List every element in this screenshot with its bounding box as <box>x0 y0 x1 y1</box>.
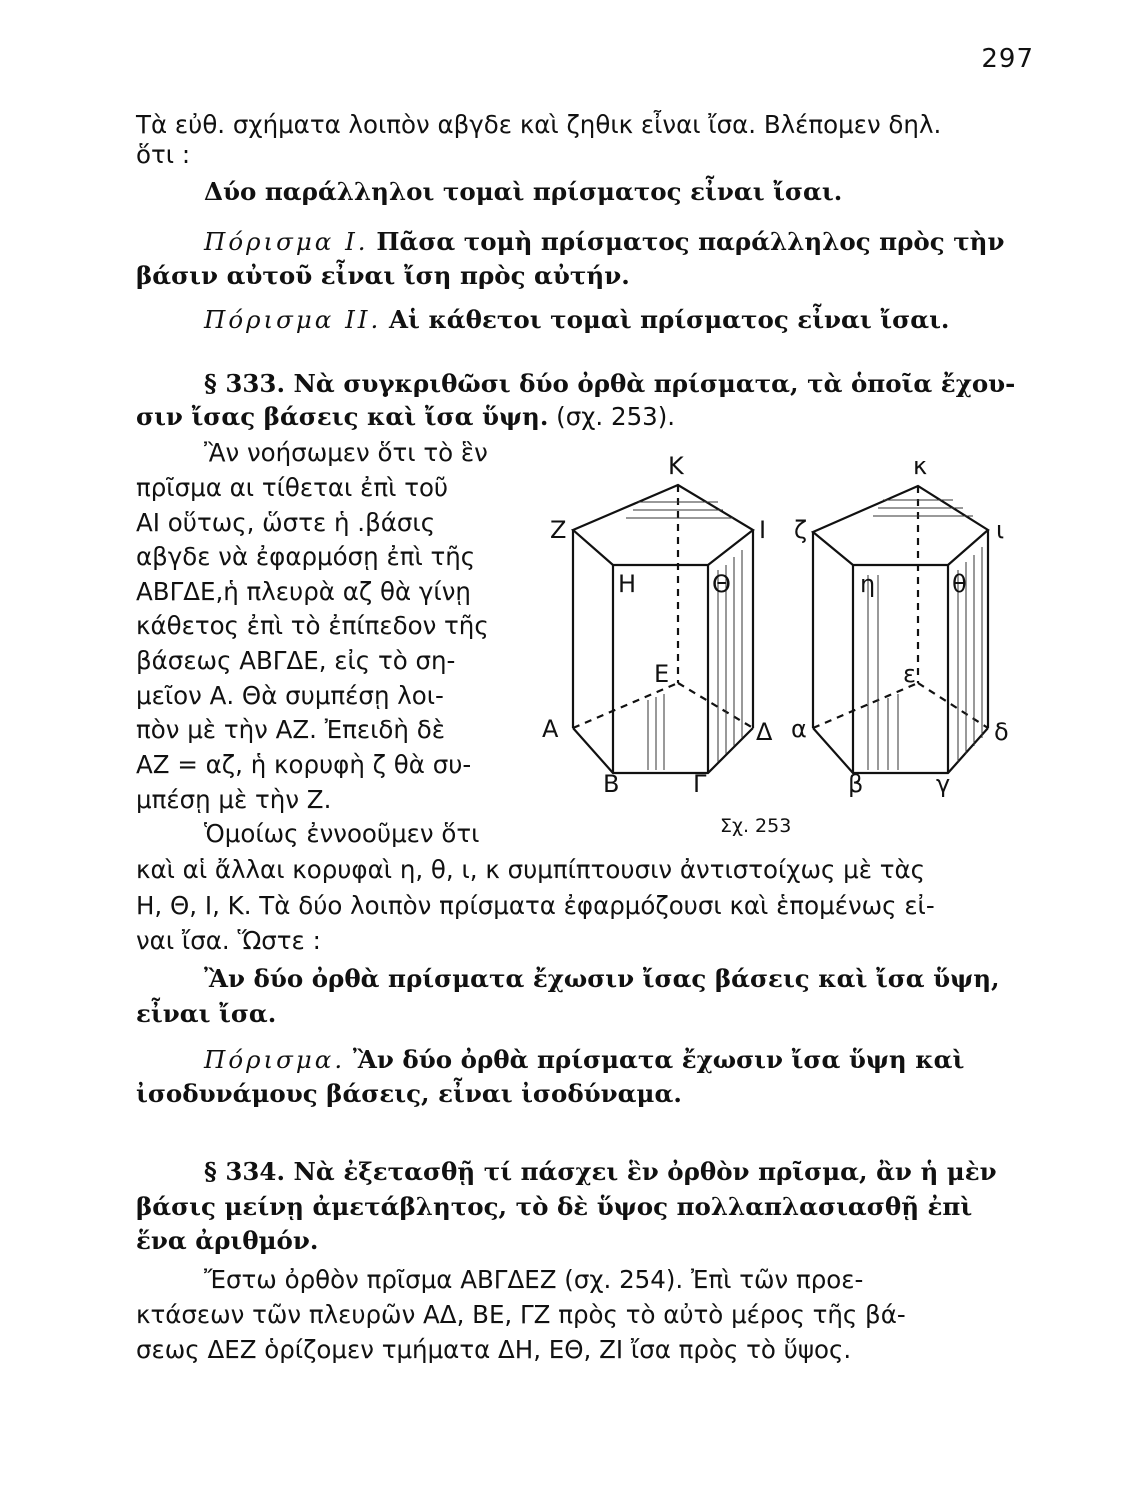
text-line: ΑΖ = αζ, ἡ κορυφὴ ζ θὰ συ- <box>136 750 472 779</box>
label-z: ζ <box>794 516 808 544</box>
text-line: καὶ αἱ ἄλλαι κορυφαὶ η, θ, ι, κ συμπίπτουσιν ἀντιστοίχως μὲ τὰς <box>136 855 926 884</box>
figure-253 <box>538 450 1028 850</box>
theorem-statement: Δύο παράλληλοι τομαὶ πρίσματος εἶναι ἴσαι. <box>204 177 843 206</box>
label-Th: Θ <box>712 570 731 598</box>
corollary-label: Πόρισμα ΙΙ. <box>204 305 382 334</box>
text-line: μεῖον Α. Θὰ συμπέσῃ λοι- <box>136 681 444 710</box>
text-line: Τὰ εὐθ. σχήματα λοιπὸν αβγδε καὶ ζηθικ εἶναι ἴσα. Βλέπομεν δηλ. <box>136 110 942 139</box>
text-line: βάσεως ΑΒΓΔΕ, εἰς τὸ ση- <box>136 646 456 675</box>
label-a: α <box>791 715 807 743</box>
label-E: Ε <box>654 660 670 688</box>
top-face <box>813 486 988 565</box>
label-b: β <box>848 770 864 798</box>
corollary-text: Πᾶσα τομὴ πρίσματος παράλληλος πρὸς τὴν <box>376 227 1005 256</box>
label-K: Κ <box>668 452 684 480</box>
section-333-heading-cont <box>136 402 676 431</box>
text-line: ἰσοδυνάμους βάσεις, εἶναι ἰσοδύναμα. <box>136 1079 682 1108</box>
label-k: κ <box>913 452 928 480</box>
section-334-heading-cont: βάσις μείνῃ ἀμετάβλητος, τὸ δὲ ὕψος πολλαπλασιασθῇ ἐπὶ <box>136 1192 973 1221</box>
corollary-label: Πόρισμα Ι. <box>204 227 369 256</box>
label-th: θ <box>952 570 967 598</box>
corollary-text: Αἱ κάθετοι τομαὶ πρίσματος εἶναι ἴσαι. <box>389 305 950 334</box>
text-line: ΑΒΓΔΕ,ἡ πλευρὰ αζ θὰ γίνῃ <box>136 577 471 606</box>
text-line: ναι ἴσα. Ὥστε : <box>136 926 321 955</box>
corollary-text: Ἂν δύο ὀρθὰ πρίσματα ἔχωσιν ἴσα ὕψη καὶ <box>352 1045 965 1074</box>
prism-lower <box>813 486 988 773</box>
text-line: αβγδε νὰ ἐφαρμόσῃ ἐπὶ τῆς <box>136 542 476 571</box>
label-H: Η <box>618 570 637 598</box>
top-face <box>573 485 753 565</box>
text-line: Ἂν νοήσωμεν ὅτι τὸ ἓν <box>204 438 488 467</box>
corollary-2 <box>204 305 950 334</box>
text-line: ΑΙ οὕτως, ὥστε ἡ .βάσις <box>136 508 436 537</box>
text-line: Ἔστω ὀρθὸν πρῖσμα ΑΒΓΔΕΖ (σχ. 254). Ἐπὶ τῶν προε- <box>204 1265 864 1294</box>
prisms-diagram <box>538 450 1028 850</box>
label-h: η <box>860 570 876 598</box>
section-334-heading: § 334. Νὰ ἐξετασθῇ τί πάσχει ἓν ὀρθὸν πρῖσμα, ἂν ἡ μὲν <box>204 1157 997 1186</box>
label-d: δ <box>994 718 1009 746</box>
figure-caption: Σχ. 253 <box>720 815 792 837</box>
text-line: Ὁμοίως ἐννοοῦμεν ὅτι <box>204 819 480 848</box>
corollary-3 <box>204 1045 965 1074</box>
label-D: Δ <box>756 718 773 746</box>
section-334-heading-cont: ἕνα ἀριθμόν. <box>136 1226 319 1255</box>
corollary-1 <box>204 227 1005 256</box>
corollary-label: Πόρισμα. <box>204 1045 346 1074</box>
label-g: γ <box>936 770 951 798</box>
text-line: πρῖσμα αι τίθεται ἐπὶ τοῦ <box>136 473 449 502</box>
label-Z: Ζ <box>550 516 567 544</box>
text-line: πὸν μὲ τὴν ΑΖ. Ἐπειδὴ δὲ <box>136 715 445 744</box>
heading-text: σιν ἴσας βάσεις καὶ ἴσα ὕψη. <box>136 402 549 431</box>
label-i: ι <box>996 516 1005 544</box>
label-e: ε <box>903 660 916 688</box>
label-I: Ι <box>759 516 767 544</box>
theorem-statement: Ἂν δύο ὀρθὰ πρίσματα ἔχωσιν ἴσας βάσεις καὶ ἴσα ὕψη, <box>204 964 1000 993</box>
prism-upper <box>573 485 753 773</box>
text-line: ὅτι : <box>136 140 191 169</box>
text-line: Η, Θ, Ι, Κ. Τὰ δύο λοιπὸν πρίσματα ἐφαρμόζουσι καὶ ἑπομένως εἰ- <box>136 891 935 920</box>
label-G: Γ <box>693 770 707 798</box>
text-line: μπέσῃ μὲ τὴν Ζ. <box>136 785 332 814</box>
label-B: Β <box>603 770 620 798</box>
section-333-heading: § 333. Νὰ συγκριθῶσι δύο ὀρθὰ πρίσματα, τὰ ὁποῖα ἔχου- <box>204 369 1016 398</box>
text-line: κάθετος ἐπὶ τὸ ἐπίπεδον τῆς <box>136 611 489 640</box>
text-line: βάσιν αὐτοῦ εἶναι ἴση πρὸς αὐτήν. <box>136 261 630 290</box>
figure-reference: (σχ. 253). <box>556 402 676 431</box>
theorem-statement-cont: εἶναι ἴσα. <box>136 999 277 1028</box>
text-line: κτάσεων τῶν πλευρῶν ΑΔ, ΒΕ, ΓΖ πρὸς τὸ αὐτὸ μέρος τῆς βά- <box>136 1300 906 1329</box>
text-line: σεως ΔΕΖ ὁρίζομεν τμήματα ΔΗ, ΕΘ, ΖΙ ἴσα πρὸς τὸ ὕψος. <box>136 1335 852 1364</box>
page-number: 297 <box>981 44 1034 74</box>
label-A: Α <box>542 715 559 743</box>
